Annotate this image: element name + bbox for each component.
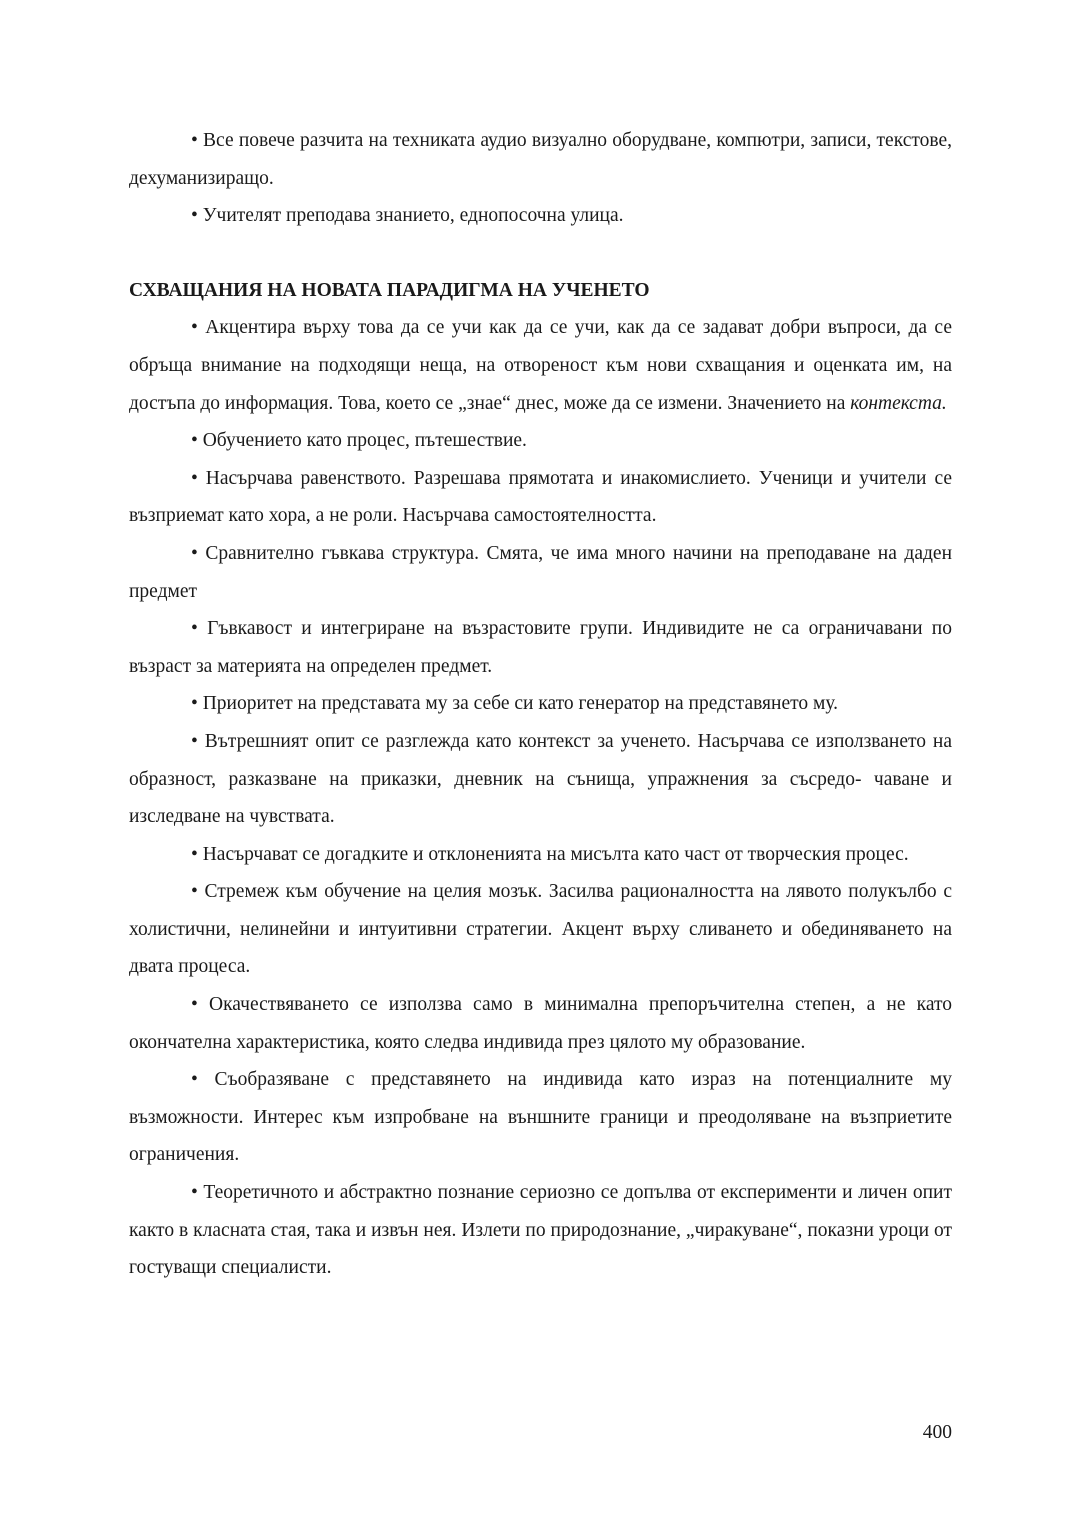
paradigm-item-6: • Приоритет на представата му за себе си като генератор на представянето му. — [191, 693, 839, 715]
page-number: 400 — [922, 1422, 952, 1443]
paradigm-item-1-text: • Акцентира върху това да се учи как да се учи, как да се задават добри въпроси, да се обръща внимание на подходящи неща, на отвореност към нови схващания и оценката им, на достъпа до информация. Това, което се „знае“ днес, може да се измени. Значението на — [129, 317, 952, 414]
intro-item-1: • Все повече разчита на техниката аудио визуално оборудване, компютри, записи, текстове, дехуманизиращо. — [129, 130, 952, 189]
paradigm-item-1 — [129, 309, 952, 422]
paradigm-item-5: • Гъвкавост и интегриране на възрастовите групи. Индивидите не са ограничавани по възраст за материята на определен предмет. — [129, 618, 952, 677]
paradigm-item-12: • Теоретичното и абстрактно познание сериозно се допълва от експерименти и личен опит както в класната стая, така и извън нея. Излети по природознание, „чиракуване“, показни уроци от гостуващи специалисти. — [129, 1182, 952, 1279]
document-body — [129, 122, 952, 1287]
paradigm-item-1-emphasis: контекста. — [850, 392, 947, 414]
paradigm-item-11: • Съобразяване с представянето на индивида като израз на потенциалните му възможности. Интерес към изпробване на външните граници и преодоляване на възприетите ограничения. — [129, 1069, 952, 1166]
paradigm-item-7: • Вътрешният опит се разглежда като контекст за ученето. Насърчава се използването на образност, разказване на приказки, дневник на сънища, упражнения за съсредо- чаване и изследване на чувствата. — [129, 730, 952, 828]
paradigm-item-3: • Насърчава равенството. Разрешава прямотата и инакомислието. Ученици и учители се възприемат като хора, а не роли. Насърчава самостоятелността. — [129, 467, 952, 527]
section-heading: СХВАЩАНИЯ НА НОВАТА ПАРАДИГМА НА УЧЕНЕТО — [129, 279, 650, 301]
paradigm-item-8: • Насърчават се догадките и отклоненията на мисълта като част от творческия процес. — [191, 843, 909, 865]
paradigm-item-2: • Обучението като процес, пътешествие. — [191, 430, 527, 452]
intro-item-2: • Учителят преподава знанието, еднопосочна улица. — [191, 205, 624, 227]
paradigm-item-9: • Стремеж към обучение на целия мозък. Засилва рационалността на лявото полукълбо с холистични, нелинейни и интуитивни стратегии. Акцент върху сливането и обединяването на двата процеса. — [129, 881, 952, 978]
paradigm-item-4: • Сравнително гъвкава структура. Смята, че има много начини на преподаване на даден предмет — [129, 542, 952, 602]
paradigm-item-10: • Окачествяването се използва само в минимална препоръчителна степен, а не като окончателна характеристика, която следва индивида през цялото му образование. — [129, 994, 952, 1053]
